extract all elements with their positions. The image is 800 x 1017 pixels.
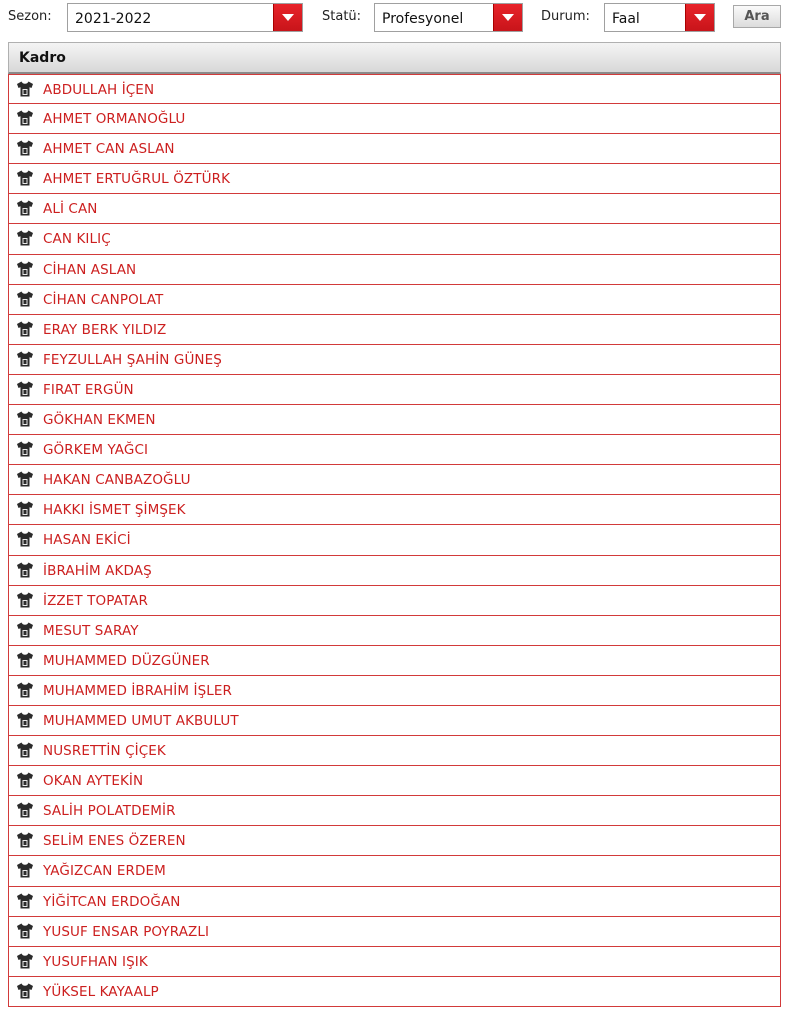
chevron-down-icon[interactable] bbox=[685, 4, 714, 31]
shirt-icon bbox=[16, 350, 34, 368]
player-row[interactable] bbox=[8, 104, 781, 134]
shirt-icon bbox=[16, 831, 34, 849]
player-name-link[interactable]: GÖKHAN EKMEN bbox=[43, 412, 156, 429]
player-row[interactable] bbox=[8, 285, 781, 315]
player-name-link[interactable]: AHMET ERTUĞRUL ÖZTÜRK bbox=[43, 171, 231, 188]
squad-table bbox=[8, 42, 781, 1007]
player-row[interactable] bbox=[8, 375, 781, 405]
shirt-icon bbox=[16, 711, 34, 729]
player-name-link[interactable]: YUSUF ENSAR POYRAZLI bbox=[43, 923, 210, 940]
player-name-link[interactable]: YÜKSEL KAYAALP bbox=[43, 983, 159, 1000]
shirt-icon bbox=[16, 410, 34, 428]
shirt-icon bbox=[16, 470, 34, 488]
player-row[interactable] bbox=[8, 947, 781, 977]
shirt-icon bbox=[16, 892, 34, 910]
player-name-link[interactable]: MUHAMMED DÜZGÜNER bbox=[43, 652, 210, 669]
shirt-icon bbox=[16, 982, 34, 1000]
player-name-link[interactable]: HAKKI İSMET ŞİMŞEK bbox=[43, 502, 186, 519]
shirt-icon bbox=[16, 260, 34, 278]
shirt-icon bbox=[16, 109, 34, 127]
player-row[interactable] bbox=[8, 796, 781, 826]
shirt-icon bbox=[16, 440, 34, 458]
shirt-icon bbox=[16, 290, 34, 308]
player-row[interactable] bbox=[8, 465, 781, 495]
player-name-link[interactable]: CAN KILIÇ bbox=[43, 231, 111, 248]
player-name-link[interactable]: SALİH POLATDEMİR bbox=[43, 803, 176, 820]
shirt-icon bbox=[16, 169, 34, 187]
player-row[interactable] bbox=[8, 736, 781, 766]
chevron-down-icon[interactable] bbox=[273, 4, 302, 31]
player-row[interactable] bbox=[8, 556, 781, 586]
shirt-icon bbox=[16, 922, 34, 940]
player-name-link[interactable]: AHMET ORMANOĞLU bbox=[43, 111, 186, 128]
player-name-link[interactable]: CİHAN CANPOLAT bbox=[43, 291, 164, 308]
player-name-link[interactable]: YUSUFHAN IŞIK bbox=[43, 953, 148, 970]
player-row[interactable] bbox=[8, 917, 781, 947]
shirt-icon bbox=[16, 320, 34, 338]
shirt-icon bbox=[16, 530, 34, 548]
state-select[interactable] bbox=[604, 3, 715, 32]
chevron-down-icon[interactable] bbox=[493, 4, 522, 31]
player-row[interactable] bbox=[8, 164, 781, 194]
player-name-link[interactable]: FEYZULLAH ŞAHİN GÜNEŞ bbox=[43, 351, 222, 368]
shirt-icon bbox=[16, 801, 34, 819]
filter-bar bbox=[0, 0, 800, 40]
player-row[interactable] bbox=[8, 224, 781, 254]
player-row[interactable] bbox=[8, 856, 781, 886]
shirt-icon bbox=[16, 741, 34, 759]
shirt-icon bbox=[16, 651, 34, 669]
shirt-icon bbox=[16, 139, 34, 157]
player-list bbox=[8, 74, 781, 1007]
shirt-icon bbox=[16, 199, 34, 217]
player-row[interactable] bbox=[8, 435, 781, 465]
status-value: Profesyonel bbox=[382, 11, 464, 27]
status-select[interactable] bbox=[374, 3, 523, 32]
player-name-link[interactable]: YAĞIZCAN ERDEM bbox=[43, 863, 166, 880]
player-name-link[interactable]: MUHAMMED İBRAHİM İŞLER bbox=[43, 682, 232, 699]
player-row[interactable] bbox=[8, 766, 781, 796]
player-row[interactable] bbox=[8, 194, 781, 224]
season-select[interactable] bbox=[67, 3, 303, 32]
shirt-icon bbox=[16, 952, 34, 970]
player-row[interactable] bbox=[8, 676, 781, 706]
player-row[interactable] bbox=[8, 255, 781, 285]
shirt-icon bbox=[16, 80, 34, 98]
player-name-link[interactable]: MUHAMMED UMUT AKBULUT bbox=[43, 712, 239, 729]
search-button[interactable]: Ara bbox=[733, 5, 781, 28]
player-row[interactable] bbox=[8, 74, 781, 104]
player-row[interactable] bbox=[8, 315, 781, 345]
squad-header: Kadro bbox=[8, 42, 781, 74]
status-label: Statü: bbox=[322, 9, 362, 24]
player-name-link[interactable]: SELİM ENES ÖZEREN bbox=[43, 833, 186, 850]
player-row[interactable] bbox=[8, 345, 781, 375]
player-row[interactable] bbox=[8, 646, 781, 676]
player-row[interactable] bbox=[8, 706, 781, 736]
state-value: Faal bbox=[612, 11, 640, 27]
state-label: Durum: bbox=[541, 9, 590, 24]
season-value: 2021-2022 bbox=[75, 11, 152, 27]
shirt-icon bbox=[16, 681, 34, 699]
season-label: Sezon: bbox=[8, 9, 52, 24]
player-row[interactable] bbox=[8, 616, 781, 646]
player-row[interactable] bbox=[8, 134, 781, 164]
player-name-link[interactable]: YİĞİTCAN ERDOĞAN bbox=[43, 893, 181, 910]
player-name-link[interactable]: FIRAT ERGÜN bbox=[43, 381, 134, 398]
shirt-icon bbox=[16, 861, 34, 879]
player-name-link[interactable]: İBRAHİM AKDAŞ bbox=[43, 562, 152, 579]
player-row[interactable] bbox=[8, 525, 781, 555]
player-name-link[interactable]: ERAY BERK YILDIZ bbox=[43, 321, 167, 338]
player-name-link[interactable]: CİHAN ASLAN bbox=[43, 261, 137, 278]
player-name-link[interactable]: MESUT SARAY bbox=[43, 622, 139, 639]
player-name-link[interactable]: HASAN EKİCİ bbox=[43, 532, 131, 549]
shirt-icon bbox=[16, 591, 34, 609]
player-row[interactable] bbox=[8, 887, 781, 917]
shirt-icon bbox=[16, 500, 34, 518]
shirt-icon bbox=[16, 561, 34, 579]
player-row[interactable] bbox=[8, 495, 781, 525]
shirt-icon bbox=[16, 621, 34, 639]
player-name-link[interactable]: NUSRETTİN ÇİÇEK bbox=[43, 743, 166, 760]
player-row[interactable] bbox=[8, 977, 781, 1007]
player-name-link[interactable]: İZZET TOPATAR bbox=[43, 592, 148, 609]
player-row[interactable] bbox=[8, 586, 781, 616]
shirt-icon bbox=[16, 771, 34, 789]
player-name-link[interactable]: ABDULLAH İÇEN bbox=[43, 82, 155, 98]
player-name-link[interactable]: ALİ CAN bbox=[43, 201, 98, 218]
player-name-link[interactable]: GÖRKEM YAĞCI bbox=[43, 442, 149, 459]
player-row[interactable] bbox=[8, 405, 781, 435]
player-name-link[interactable]: OKAN AYTEKİN bbox=[43, 773, 144, 790]
player-name-link[interactable]: AHMET CAN ASLAN bbox=[43, 141, 175, 158]
shirt-icon bbox=[16, 380, 34, 398]
shirt-icon bbox=[16, 229, 34, 247]
player-name-link[interactable]: HAKAN CANBAZOĞLU bbox=[43, 472, 191, 489]
player-row[interactable] bbox=[8, 826, 781, 856]
